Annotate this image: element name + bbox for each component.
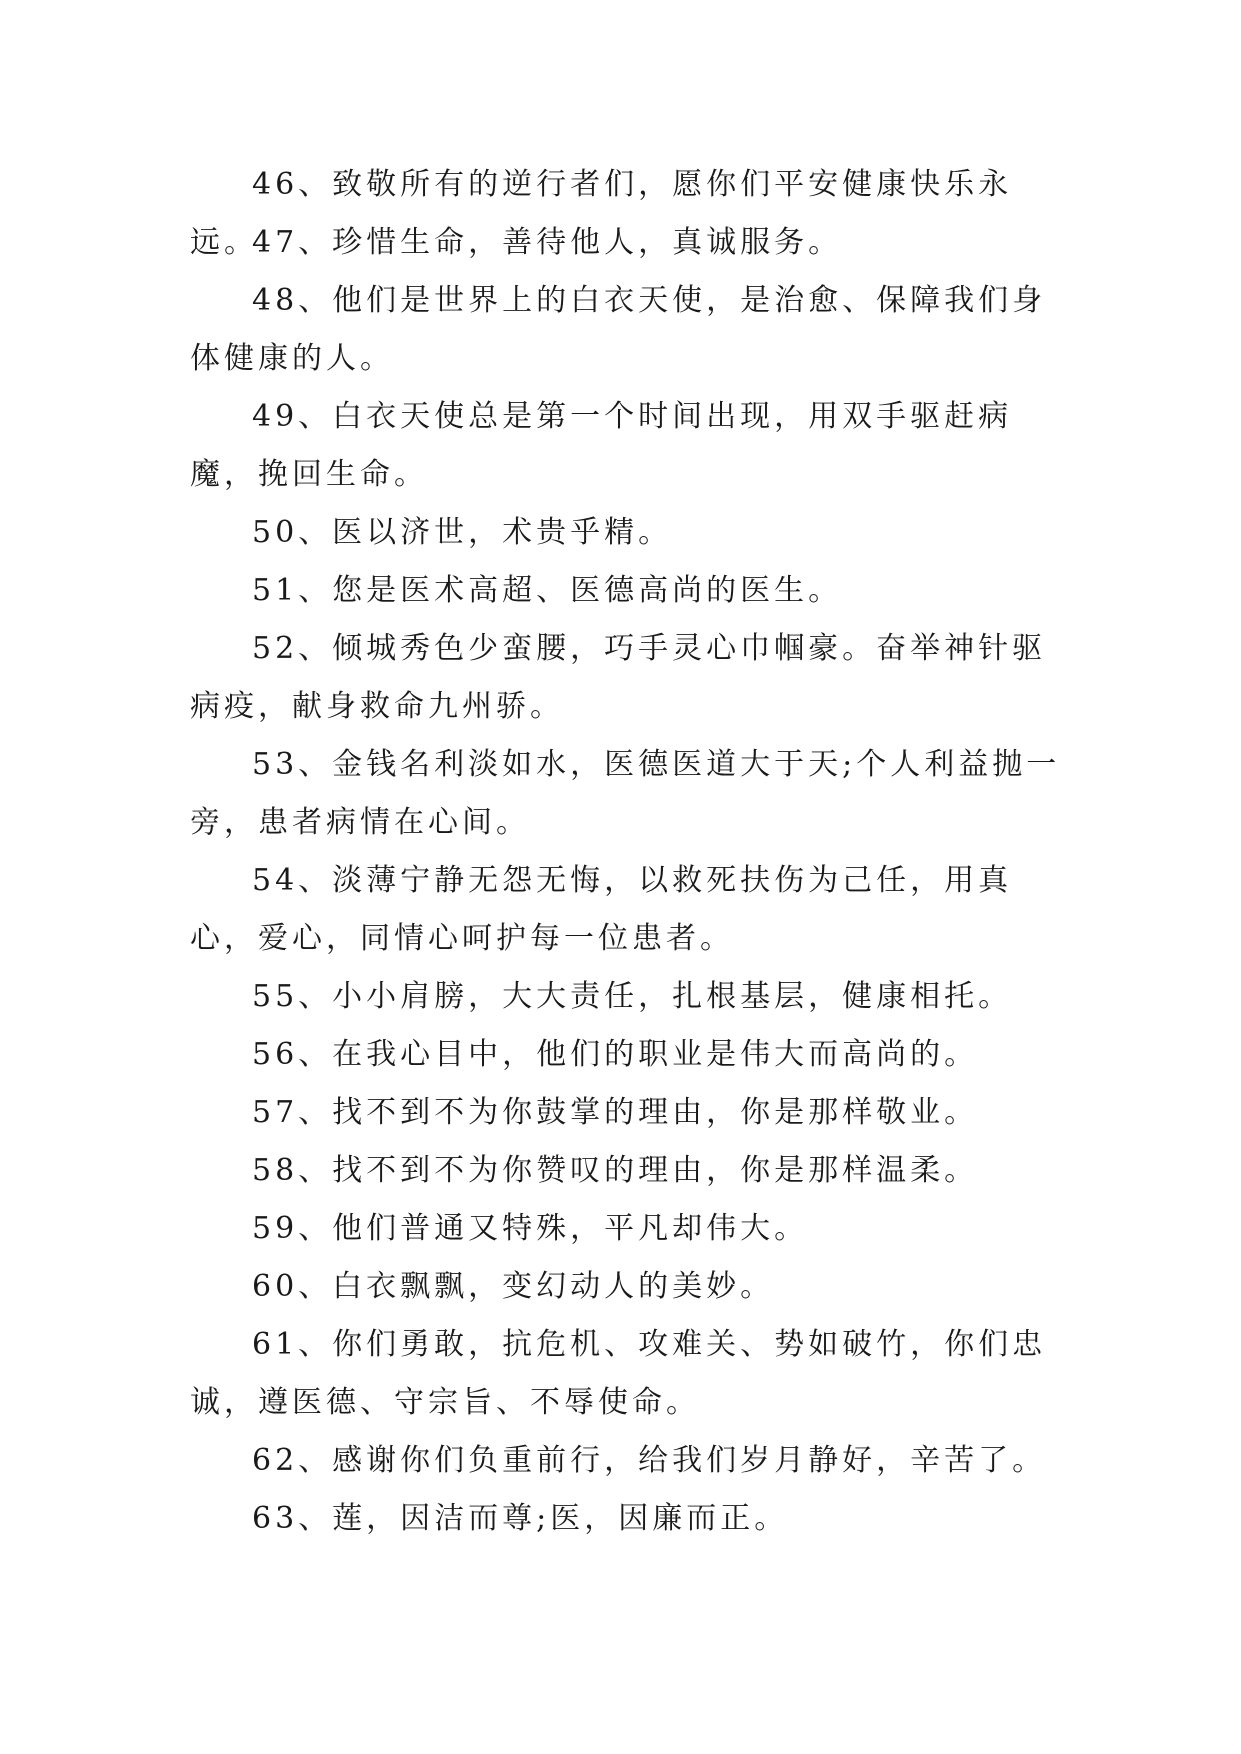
list-item: 47、珍惜生命，善待他人，真诚服务。 <box>252 225 843 260</box>
list-item: 56、在我心目中，他们的职业是伟大而高尚的。 <box>252 1037 979 1072</box>
list-item: 51、您是医术高超、医德高尚的医生。 <box>252 573 843 608</box>
list-item: 63、莲，因洁而尊;医，因廉而正。 <box>252 1501 789 1536</box>
list-item: 60、白衣飘飘，变幻动人的美妙。 <box>252 1269 775 1304</box>
list-item: 55、小小肩膀，大大责任，扎根基层，健康相托。 <box>252 979 1013 1014</box>
list-item: 48、他们是世界上的白衣天使，是治愈、保障我们身体健康的人。 <box>190 283 1047 376</box>
list-item: 57、找不到不为你鼓掌的理由，你是那样敬业。 <box>252 1095 979 1130</box>
list-item: 49、白衣天使总是第一个时间出现，用双手驱赶病魔，挽回生命。 <box>190 399 1013 492</box>
list-item: 61、你们勇敢，抗危机、攻难关、势如破竹，你们忠诚，遵医德、守宗旨、不辱使命。 <box>190 1327 1047 1420</box>
list-item: 54、淡薄宁静无怨无悔，以救死扶伤为己任，用真心，爱心，同情心呵护每一位患者。 <box>190 863 1013 956</box>
list-item: 62、感谢你们负重前行，给我们岁月静好，辛苦了。 <box>252 1443 1047 1478</box>
list-item: 46、致敬所有的逆行者们，愿你们平安健康快乐永远。 <box>190 167 1013 260</box>
list-item: 58、找不到不为你赞叹的理由，你是那样温柔。 <box>252 1153 979 1188</box>
list-item: 59、他们普通又特殊，平凡却伟大。 <box>252 1211 809 1246</box>
list-item: 50、医以济世，术贵乎精。 <box>252 515 673 550</box>
list-item: 53、金钱名利淡如水，医德医道大于天;个人利益抛一旁，患者病情在心间。 <box>190 747 1061 840</box>
list-item: 52、倾城秀色少蛮腰，巧手灵心巾帼豪。奋举神针驱病疫，献身救命九州骄。 <box>190 631 1047 724</box>
